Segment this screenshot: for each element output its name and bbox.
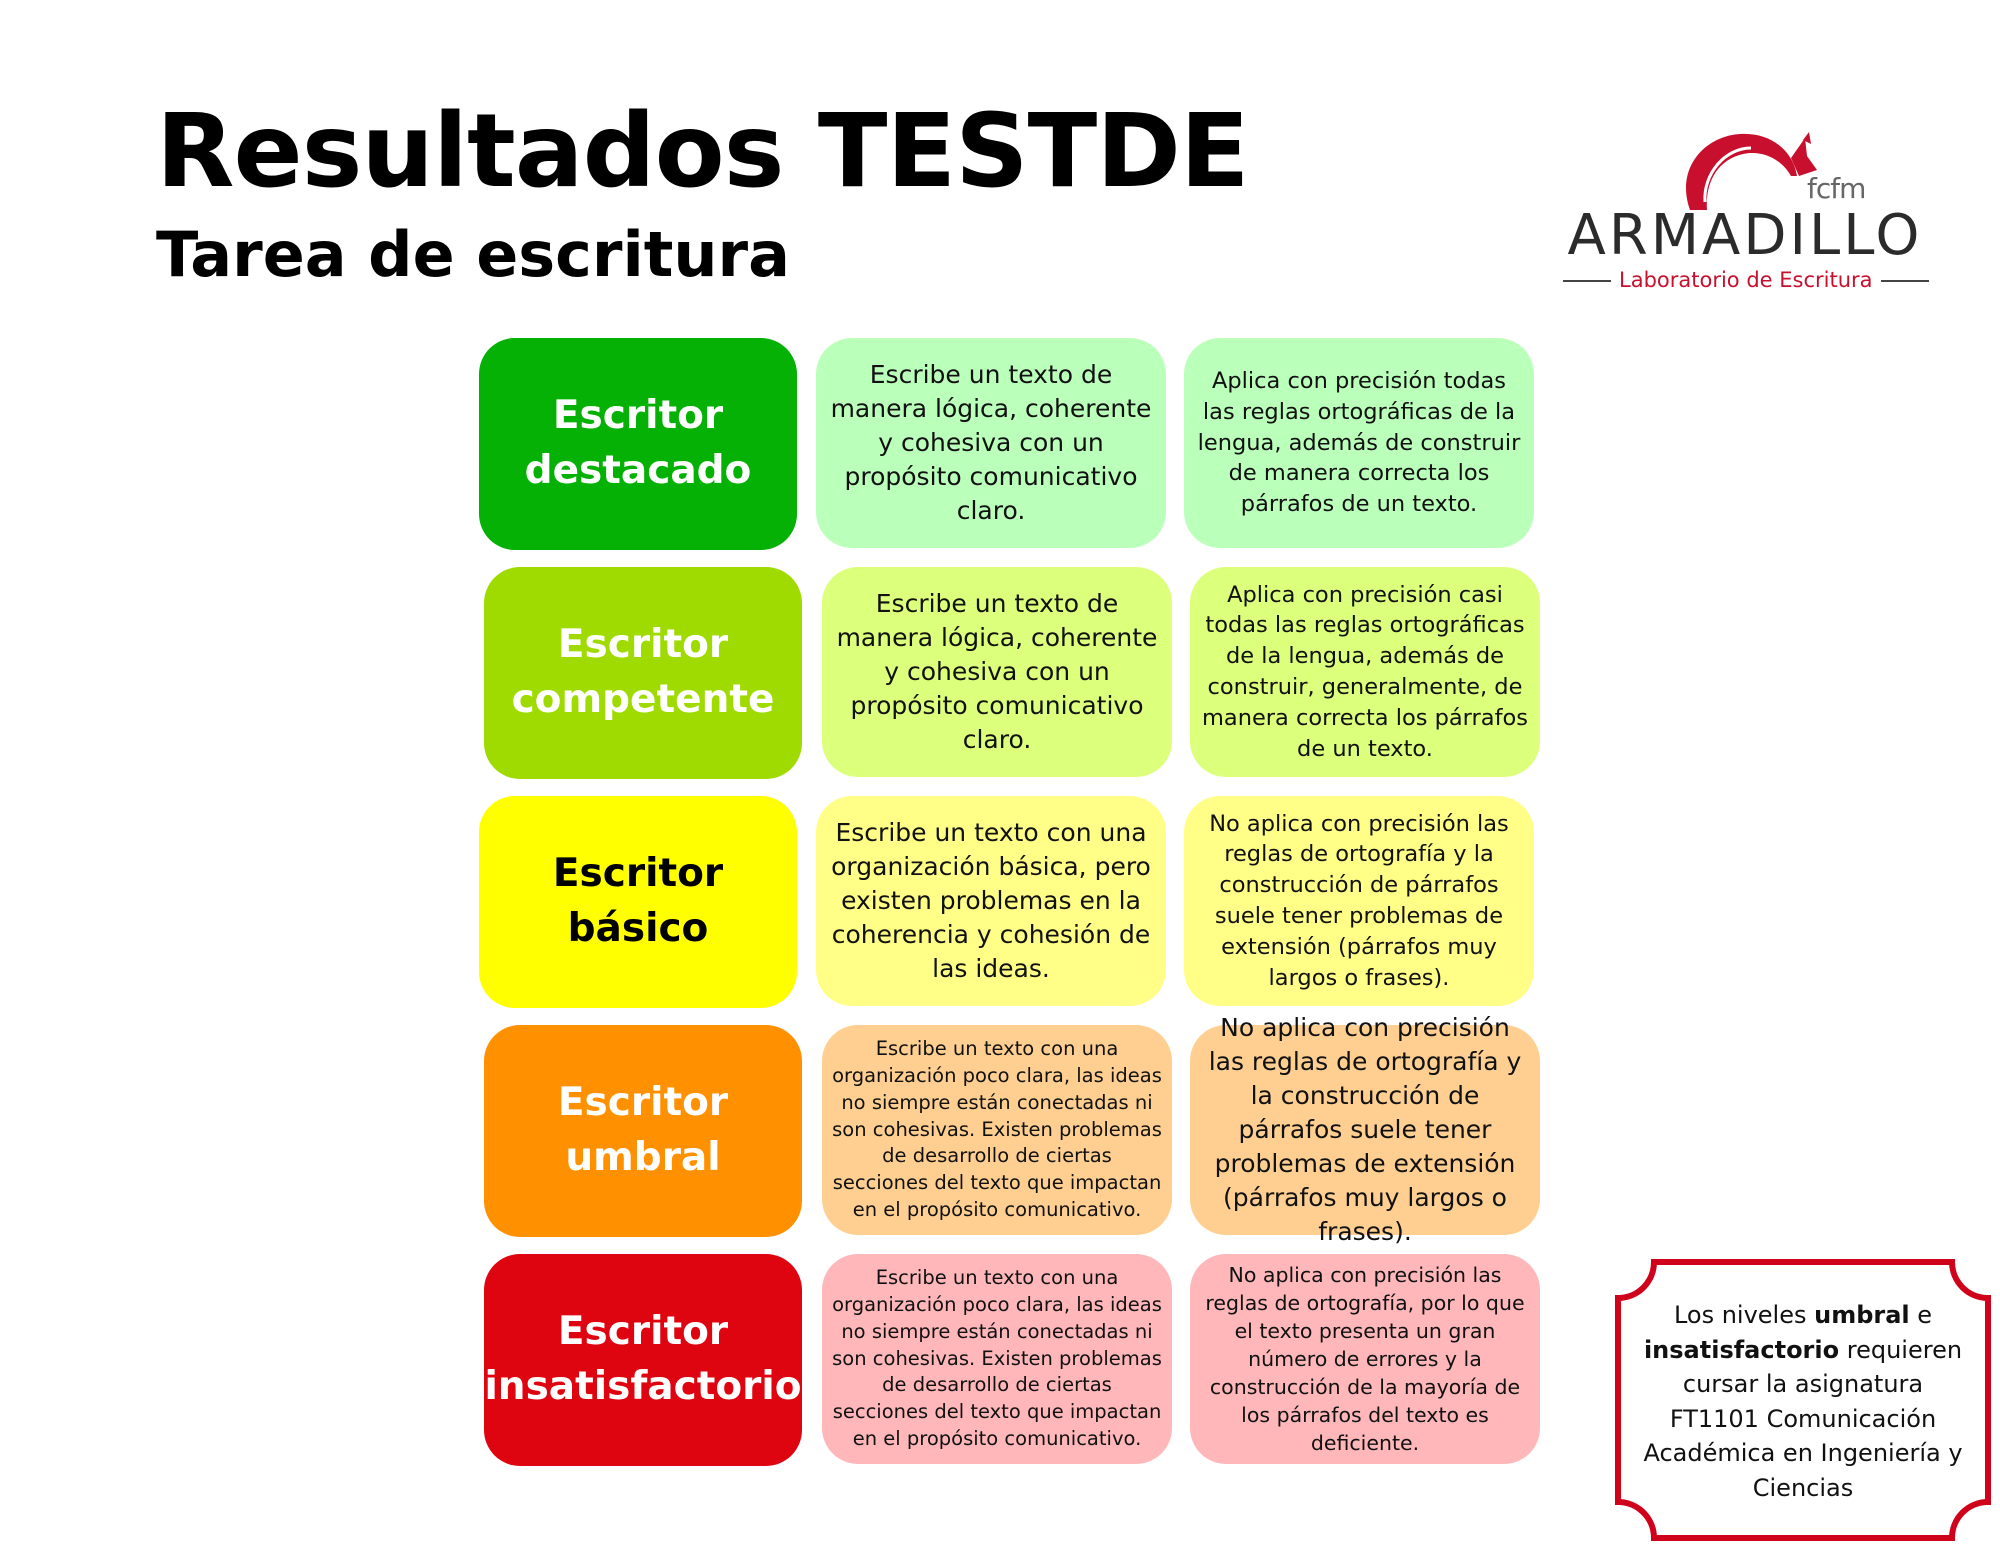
organization-desc-competente: Escribe un texto de manera lógica, coherente y cohesiva con un propósito comunicativo claro. (822, 567, 1172, 777)
level-label-destacado: Escritor destacado (479, 338, 797, 550)
page-title: Resultados TESTDE (156, 92, 1249, 211)
level-label-umbral: Escritor umbral (484, 1025, 802, 1237)
organization-desc-umbral: Escribe un texto con una organización poco clara, las ideas no siempre están conectadas ni son cohesivas. Existen problemas de desarrollo de ciertas secciones del texto que impactan en el propósito comunicativo. (822, 1025, 1172, 1235)
page-subtitle: Tarea de escritura (156, 218, 790, 291)
level-label-insatisfactorio: Escritor insatisfactorio (484, 1254, 802, 1466)
spelling-desc-competente: Aplica con precisión casi todas las reglas ortográficas de la lengua, además de construir, generalmente, de manera correcta los párrafos de un texto. (1190, 567, 1540, 777)
logo-name: ARMADILLO (1567, 203, 1923, 268)
spelling-desc-basico: No aplica con precisión las reglas de ortografía y la construcción de párrafos suele tener problemas de extensión (párrafos muy largos o frases). (1184, 796, 1534, 1006)
spelling-desc-insatisfactorio: No aplica con precisión las reglas de ortografía, por lo que el texto presenta un gran número de errores y la construcción de la mayoría de los párrafos del texto es deficiente. (1190, 1254, 1540, 1464)
requirement-note (1614, 1258, 1992, 1542)
level-label-competente: Escritor competente (484, 567, 802, 779)
spelling-desc-umbral: No aplica con precisión las reglas de ortografía y la construcción de párrafos suele tener problemas de extensión (párrafos muy largos o frases). (1190, 1025, 1540, 1235)
armadillo-logo (1555, 128, 1935, 298)
logo-tagline: Laboratorio de Escritura (1555, 268, 1935, 292)
note-text: Los niveles umbral e insatisfactorio requieren cursar la asignatura FT1101 Comunicación Académica en Ingeniería y Ciencias (1643, 1301, 1963, 1502)
level-label-basico: Escritor básico (479, 796, 797, 1008)
spelling-desc-destacado: Aplica con precisión todas las reglas ortográficas de la lengua, además de construir de manera correcta los párrafos de un texto. (1184, 338, 1534, 548)
fcfm-badge: fcfm (1807, 172, 1866, 205)
organization-desc-destacado: Escribe un texto de manera lógica, coherente y cohesiva con un propósito comunicativo claro. (816, 338, 1166, 548)
organization-desc-basico: Escribe un texto con una organización básica, pero existen problemas en la coherencia y cohesión de las ideas. (816, 796, 1166, 1006)
organization-desc-insatisfactorio: Escribe un texto con una organización poco clara, las ideas no siempre están conectadas ni son cohesivas. Existen problemas de desarrollo de ciertas secciones del texto que impactan en el propósito comunicativo. (822, 1254, 1172, 1464)
